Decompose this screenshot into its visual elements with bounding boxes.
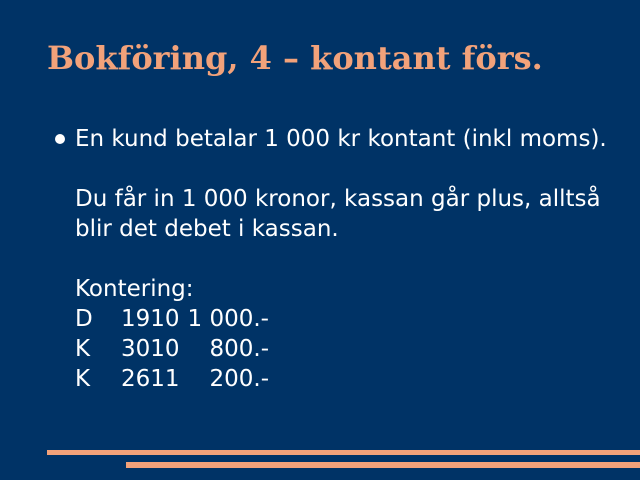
decorative-rule-top [47,450,640,455]
kontering-row [75,364,615,394]
entry-account: 1910 [121,306,180,332]
kontering-row [75,304,615,334]
kontering-label: Kontering: [75,276,194,302]
entry-account: 2611 [121,366,180,392]
bullet-icon [55,134,65,144]
entry-amount: 1 000.- [187,306,269,332]
slide-title: Bokföring, 4 – kontant förs. [47,39,543,77]
paragraph-spacer [75,244,615,274]
slide-body [75,124,615,394]
entry-amount: 800.- [209,336,269,362]
body-paragraph-debit-explanation: Du får in 1 000 kronor, kassan går plus, alltså blir det debet i kassan. [75,186,601,242]
paragraph-spacer [75,154,615,184]
entry-amount: 200.- [209,366,269,392]
decorative-rule-bottom [126,462,640,468]
entry-side: K [75,336,91,362]
kontering-row [75,334,615,364]
entry-account: 3010 [121,336,180,362]
entry-side: K [75,366,91,392]
body-paragraph-payment: En kund betalar 1 000 kr kontant (inkl moms). [75,126,607,152]
entry-side: D [75,306,93,332]
